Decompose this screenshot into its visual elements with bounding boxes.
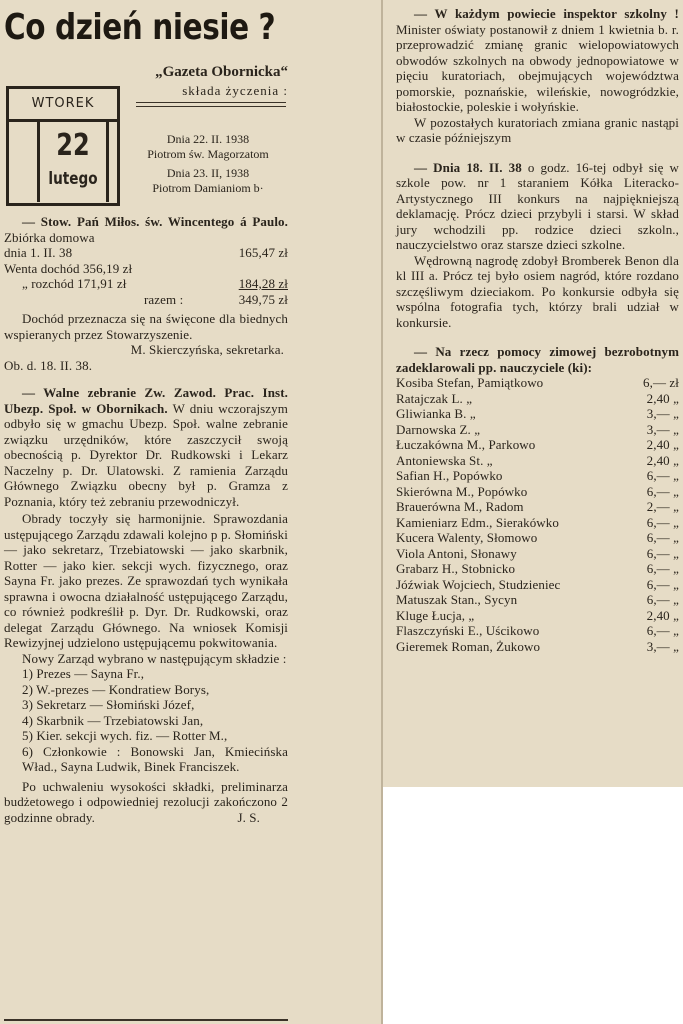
name-day-line: Piotrom Damianiom b·	[152, 181, 264, 195]
table-row	[396, 561, 679, 577]
calendar-day-number: 22	[56, 128, 90, 163]
article-head: — Na rzecz pomocy zimowej bezrobotnym zadeklarowali pp. nauczyciele (ki):	[396, 344, 679, 375]
donor-name: Darnowska Z. „	[396, 421, 481, 437]
list-item: 4) Skarbnik — Trzebiatowski Jan,	[22, 712, 204, 728]
article-konkurs	[396, 160, 679, 331]
stow-line	[4, 276, 288, 292]
masthead-title: Co dzień niesie ?	[4, 7, 276, 48]
donor-amount: 6,— „	[646, 592, 679, 607]
name-day-line: Dnia 23. II, 1938	[166, 166, 250, 180]
donor-amount: 2,40 „	[646, 607, 679, 623]
article-text: Nowy Zarząd wybrano w następującym składzie :	[22, 650, 287, 666]
table-row	[396, 623, 679, 639]
donor-amount: 6,— „	[646, 576, 679, 592]
stow-line	[4, 261, 288, 277]
donor-name: Gliwianka B. „	[396, 406, 476, 421]
article-text: Minister oświaty postanowił z dniem 1 kwietnia b. r. przeprowadzić zmianę granic wielopowiatowych obwodów szkolnych na obwody jednopowiatowe w pięciu kuratoriach, obejmujących województwa pomorskie, poznańskie, wileńskie, nowogródzkie, białostockie, poleskie i wołyńskie.	[396, 21, 679, 114]
calendar-box	[6, 86, 120, 206]
article-head: — W każdym powiecie inspektor szkolny !	[414, 6, 679, 21]
donor-amount: 6,— „	[646, 561, 679, 576]
table-row	[396, 499, 679, 515]
article-head: — Dnia 18. II. 38	[414, 159, 522, 175]
table-row	[396, 422, 679, 438]
stow-label: dnia 1. II. 38	[4, 245, 73, 260]
list-item: 2) W.-prezes — Kondratiew Borys,	[22, 681, 210, 697]
donor-amount: 6,— „	[646, 623, 679, 638]
table-row	[396, 639, 679, 655]
donor-name: Antoniewska St. „	[396, 452, 493, 468]
masthead-gazeta: „Gazeta Obornicka“	[155, 64, 288, 80]
table-row	[396, 530, 679, 546]
donor-name: Flaszczyński E., Uścikowo	[396, 623, 540, 638]
article-date: Ob. d. 18. II. 38.	[4, 357, 93, 373]
donor-amount: 3,— „	[646, 638, 679, 654]
article-head: — Walne zebranie Zw. Zawod. Prac. Inst. Ubezp. Społ. w Obornikach.	[4, 385, 288, 416]
donor-amount: 6,— „	[646, 545, 679, 561]
name-day-line: Piotrom św. Magorzatom	[147, 147, 269, 161]
donor-name: Brauerówna M., Radom	[396, 499, 524, 514]
left-column	[4, 214, 288, 826]
donor-name: Grabarz H., Stobnicko	[396, 561, 516, 576]
blank-area	[383, 787, 683, 1024]
article-text: Po uchwaleniu wysokości składki, preliminarza budżetowego i odpowiedniej rezolucji zakończono 2 godzinne obrady.	[4, 778, 288, 825]
masthead-sklada: składa życzenia :	[182, 83, 288, 98]
calendar-weekday: WTOREK	[9, 89, 117, 122]
donor-name: Gieremek Roman, Żukowo	[396, 638, 541, 654]
article-stow	[4, 214, 288, 373]
list-item: 1) Prezes — Sayna Fr.,	[22, 666, 145, 681]
table-row	[396, 391, 679, 407]
article-text: W pozostałych kuratoriach zmiana granic nastąpi w czasie późniejszym	[396, 114, 679, 145]
calendar-month: lutego	[48, 169, 98, 189]
rule-line	[136, 106, 286, 107]
donor-name: Kosiba Stefan, Pamiątkowo	[396, 375, 544, 390]
stow-value: 349,75 zł	[238, 291, 288, 307]
donor-name: Łuczakówna M., Parkowo	[396, 437, 536, 452]
article-text: W dniu wczorajszym odbyło się w gmachu Ubezp. Społ. walne zebranie związku urzędników, które zaszczycił swoją obecnością p. Dyrektor Dr. Rudkowski i Lekarz Naczelny p. Dr. Ulatowski. Z ramienia Zarządu Głównego Związku obecny był p. Gramza z Poznania, który też zebraniu przewodniczył.	[4, 400, 288, 509]
article-text: o godz. 16-tej odbył się w szkole pow. nr 1 staraniem Kółka Literacko-Artystycznego III konkurs na najpiękniejszą deklamację. Prócz dzieci przybyli i starsi. W skład jury wchodzili pp. rodzice dzieci szkoln., nauczycielstwo oraz starsze dzieci szkolne.	[396, 159, 679, 252]
donor-name: Kucera Walenty, Słomowo	[396, 530, 538, 545]
donor-amount: 6,— „	[646, 468, 679, 483]
article-text: Wędrowną nagrodę zdobył Bromberek Benon dla kl III a. Prócz tej było osiem nagród, które rozdano szczęśliwym dzieciakom. Po konkursie odbyła się wspólna fotografia tych, którzy brali udział w konkursie.	[396, 252, 679, 330]
donor-name: Ratajczak L. „	[396, 390, 473, 406]
table-row	[396, 453, 679, 469]
donor-name: Matuszak Stan., Sycyn	[396, 592, 518, 607]
list-item: 5) Kier. sekcji wych. fiz. — Rotter M.,	[22, 728, 228, 743]
name-day-line: Dnia 22. II. 1938	[166, 132, 250, 146]
table-row	[396, 484, 679, 500]
stow-value: 184,28 zł	[238, 276, 288, 291]
table-row	[396, 608, 679, 624]
article-signature: J. S.	[237, 810, 260, 825]
article-walne	[4, 385, 288, 826]
stow-line	[4, 245, 288, 261]
rule-line	[4, 1019, 288, 1021]
donor-name: Kamieniarz Edm., Sierakówko	[396, 514, 559, 530]
article-signature: M. Skierczyńska, sekretarka.	[130, 342, 284, 357]
article-head: — Stow. Pań Miłos. św. Wincentego á Paulo.	[22, 214, 288, 229]
article-text: Zbiórka domowa	[4, 229, 95, 245]
table-row	[396, 406, 679, 422]
donor-amount: 2,40 „	[646, 390, 679, 406]
table-row	[396, 546, 679, 562]
stow-label: Wenta dochód 356,19 zł	[4, 260, 133, 276]
name-days	[124, 132, 292, 196]
donor-amount: 6,— zł	[643, 375, 679, 390]
article-text: Dochód przeznacza się na święcone dla biednych wspieranych przez Stowarzyszenie.	[4, 311, 288, 342]
table-row	[396, 515, 679, 531]
table-row	[396, 592, 679, 608]
donor-name: Jóźwiak Wojciech, Studzieniec	[396, 576, 561, 592]
board-list	[4, 666, 288, 775]
donor-amount: 3,— „	[646, 406, 679, 421]
donor-amount: 2,40 „	[646, 452, 679, 468]
article-pomoc	[396, 344, 679, 654]
donor-name: Kluge Łucja, „	[396, 607, 475, 623]
rule-line	[136, 102, 286, 103]
donor-amount: 6,— „	[646, 514, 679, 530]
table-row	[396, 577, 679, 593]
table-row	[396, 468, 679, 484]
stow-label: „ rozchód 171,91 zł	[22, 276, 127, 291]
donor-list	[396, 375, 679, 654]
donor-amount: 6,— „	[646, 530, 679, 545]
donor-amount: 3,— „	[646, 421, 679, 437]
article-text: Obrady toczyły się harmonijnie. Sprawozdania ustępującego Zarządu zdawali kolejno p p. Słomiński — jako sekretarz, Trzebiatowski — jako skarbnik, Rotter — jako kier. sekcji wych. fizycznego, oraz Sayna Fr. jako prezes. Ze sprawozdań tych wynikała sprawna i owocna działalność ustępującego Zarządu, co również podkreślił p. Dyr. Dr. Rudkowski, oraz delegat Zarządu Głównego. Na wniosek Komisji Rewizyjnej udzielono ustępującemu pokwitowania.	[4, 511, 288, 650]
donor-amount: 2,— „	[646, 499, 679, 514]
stow-value: 165,47 zł	[238, 245, 288, 260]
table-row	[396, 437, 679, 453]
article-inspektor	[396, 6, 679, 146]
table-row	[396, 375, 679, 391]
donor-name: Skierówna M., Popówko	[396, 483, 528, 499]
stow-label: razem :	[144, 291, 184, 307]
column-divider	[381, 0, 383, 1024]
donor-name: Viola Antoni, Słonawy	[396, 545, 517, 561]
calendar-inner	[37, 122, 109, 202]
list-item: 3) Sekretarz — Słomiński Józef,	[22, 697, 195, 712]
donor-name: Safian H., Popówko	[396, 468, 503, 483]
donor-amount: 2,40 „	[646, 437, 679, 452]
right-column	[396, 6, 679, 654]
list-item: 6) Członkowie : Bonowski Jan, Kmiecińska Wład., Sayna Ludwik, Binek Franciszek.	[22, 743, 288, 774]
stow-line	[4, 292, 288, 308]
donor-amount: 6,— „	[646, 483, 679, 499]
